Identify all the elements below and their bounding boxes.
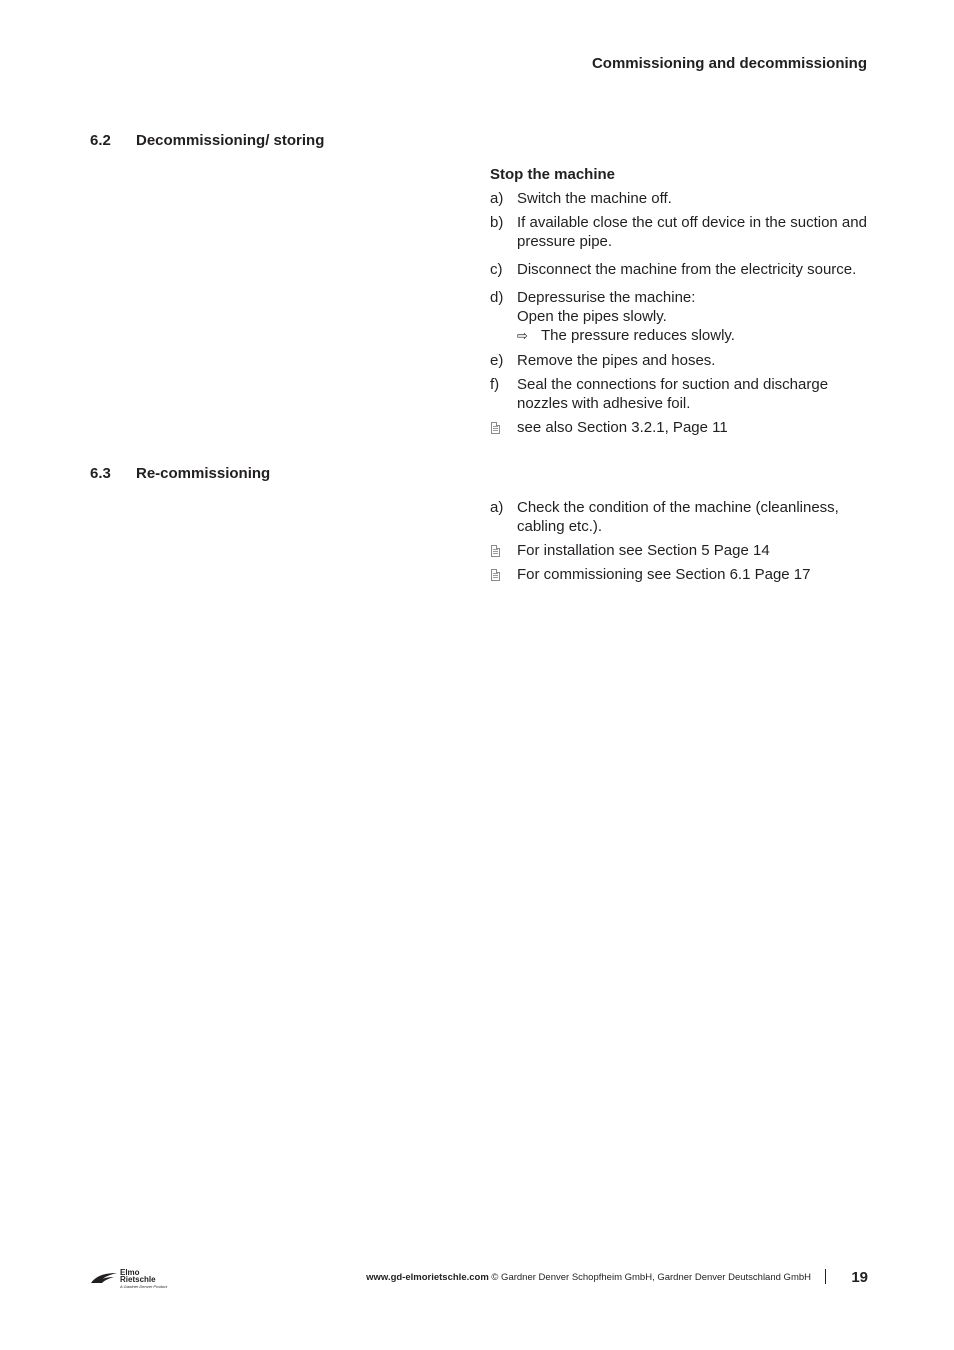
step-item <box>490 351 870 370</box>
step-text: If available close the cut off device in the suction and pressure pipe. <box>517 214 867 250</box>
footer-copyright <box>366 1272 811 1283</box>
section-6-2-body <box>490 165 870 442</box>
step-text: Remove the pipes and hoses. <box>517 352 716 369</box>
step-item <box>490 498 870 536</box>
step-text: Check the condition of the machine (cleanliness, cabling etc.). <box>517 499 839 535</box>
step-result <box>517 326 870 346</box>
subheading: Stop the machine <box>490 166 616 183</box>
step-text: Disconnect the machine from the electricity source. <box>517 261 857 278</box>
reference-text: For commissioning see Section 6.1 Page 17 <box>517 566 811 583</box>
document-icon <box>491 545 500 557</box>
page-number: 19 <box>851 1269 868 1286</box>
step-item <box>490 189 870 208</box>
footer-url[interactable]: www.gd-elmorietschle.com <box>366 1272 489 1283</box>
step-marker: c) <box>490 261 503 278</box>
section-heading-6-2 <box>90 132 324 149</box>
document-icon <box>491 422 500 434</box>
running-header: Commissioning and decommissioning <box>591 55 867 72</box>
reference-item <box>490 541 870 560</box>
reference-item <box>490 418 870 437</box>
section-number: 6.2 <box>90 132 111 149</box>
footer-divider <box>825 1269 826 1284</box>
logo-line2: Rietschle <box>120 1275 156 1284</box>
reference-text: see also Section 3.2.1, Page 11 <box>517 419 728 436</box>
section-number: 6.3 <box>90 465 111 482</box>
step-text: Switch the machine off. <box>517 190 672 207</box>
logo-tagline: A Gardner Denver Product <box>120 1284 168 1289</box>
step-marker: a) <box>490 499 504 516</box>
section-title: Re-commissioning <box>136 465 271 482</box>
step-marker: b) <box>490 214 504 231</box>
elmo-rietschle-logo <box>90 1268 170 1290</box>
swoosh-icon <box>90 1272 118 1284</box>
reference-item <box>490 565 870 584</box>
reference-text: For installation see Section 5 Page 14 <box>517 542 770 559</box>
step-marker: e) <box>490 352 504 369</box>
step-marker: a) <box>490 190 504 207</box>
step-item <box>490 375 870 413</box>
section-6-3-body <box>490 498 870 589</box>
section-title: Decommissioning/ storing <box>136 132 325 149</box>
step-text-line2: Open the pipes slowly. <box>517 308 667 325</box>
step-item <box>490 213 870 251</box>
result-arrow-icon: ⇨ <box>517 329 528 344</box>
document-icon <box>491 569 500 581</box>
result-text: The pressure reduces slowly. <box>541 327 735 344</box>
step-marker: d) <box>490 289 504 306</box>
copyright-text: © Gardner Denver Schopfheim GmbH, Gardner Denver Deutschland GmbH <box>491 1272 811 1283</box>
step-item <box>490 260 870 279</box>
step-marker: f) <box>490 376 500 393</box>
step-item <box>490 288 870 346</box>
step-text: Depressurise the machine: <box>517 289 696 306</box>
logo-line1: Elmo <box>120 1268 140 1277</box>
step-text: Seal the connections for suction and discharge nozzles with adhesive foil. <box>517 376 829 412</box>
page-footer <box>90 1268 868 1290</box>
section-heading-6-3 <box>90 465 270 482</box>
